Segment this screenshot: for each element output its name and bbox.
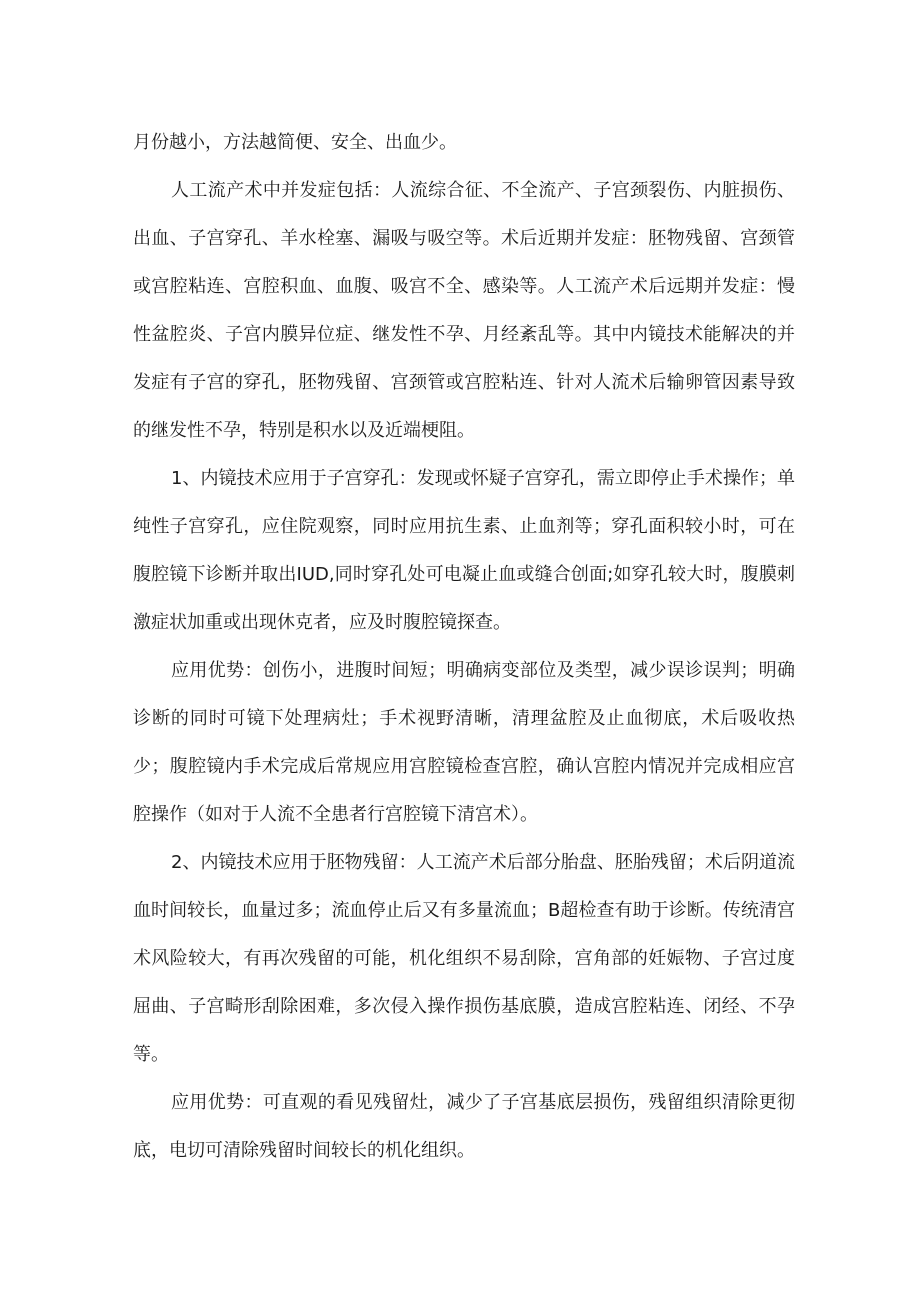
paragraph-advantages-hysteroscopy: 应用优势：可直观的看见残留灶，减少了子宫基底层损伤，残留组织清除更彻底，电切可清除残留时间较长的机化组织。 (133, 1092, 795, 1161)
paragraph-advantages-laparoscopy: 应用优势：创伤小，进腹时间短；明确病变部位及类型，减少误诊误判；明确诊断的同时可镜下处理病灶；手术视野清晰，清理盆腔及止血彻底，术后吸收热少；腹腔镜内手术完成后常规应用宫腔镜检查宫腔，确认宫腔内情况并完成相应宫腔操作（如对于人流不全患者行宫腔镜下清宫术）。 (133, 660, 795, 825)
paragraph-uterine-perforation: 1、内镜技术应用于子宫穿孔：发现或怀疑子宫穿孔，需立即停止手术操作；单纯性子宫穿孔，应住院观察，同时应用抗生素、止血剂等；穿孔面积较小时，可在腹腔镜下诊断并取出IUD,同时穿孔处可电凝止血或缝合创面;如穿孔较大时，腹膜刺激症状加重或出现休克者，应及时腹腔镜探查。 (133, 468, 795, 633)
paragraph-complications: 人工流产术中并发症包括：人流综合征、不全流产、子宫颈裂伤、内脏损伤、出血、子宫穿孔、羊水栓塞、漏吸与吸空等。术后近期并发症：胚物残留、宫颈管或宫腔粘连、宫腔积血、血腹、吸宫不全、感染等。人工流产术后远期并发症：慢性盆腔炎、子宫内膜异位症、继发性不孕、月经紊乱等。其中内镜技术能解决的并发症有子宫的穿孔，胚物残留、宫颈管或宫腔粘连、针对人流术后输卵管因素导致的继发性不孕，特别是积水以及近端梗阻。 (133, 180, 795, 441)
paragraph-continuation: 月份越小，方法越简便、安全、出血少。 (133, 132, 457, 153)
document-body (133, 119, 795, 1175)
paragraph-retained-tissue: 2、内镜技术应用于胚物残留：人工流产术后部分胎盘、胚胎残留；术后阴道流血时间较长，血量过多；流血停止后又有多量流血；B超检查有助于诊断。传统清宫术风险较大，有再次残留的可能，机化组织不易刮除，宫角部的妊娠物、子宫过度屈曲、子宫畸形刮除困难，多次侵入操作损伤基底膜，造成宫腔粘连、闭经、不孕等。 (133, 852, 795, 1065)
